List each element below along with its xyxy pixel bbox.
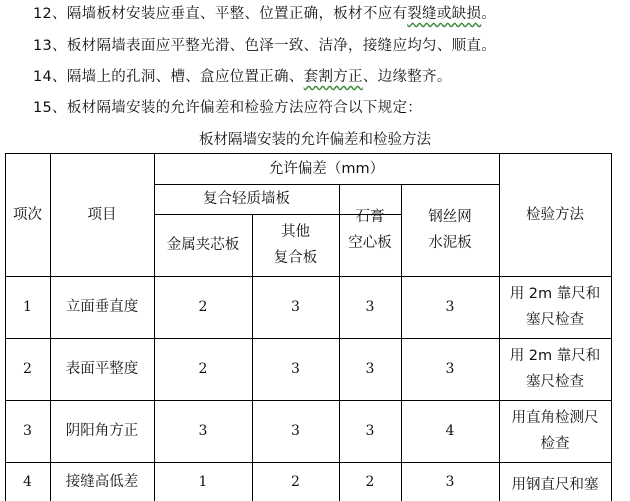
- row-item: 表面平整度: [65, 361, 139, 377]
- method-line: 用 2m 靠尺和: [509, 348, 601, 364]
- row-method: [499, 400, 611, 462]
- row-gypsum-value: 3: [365, 361, 375, 377]
- row-metal-value: 3: [198, 423, 208, 439]
- header-index: 项次: [13, 206, 42, 223]
- spellcheck-flagged-text: 套割方正: [303, 69, 363, 85]
- header-tolerance: 允许偏差（mm）: [268, 160, 385, 177]
- paragraph-text: 12、隔墙板材安装应垂直、平整、位置正确，板材不应有: [33, 6, 408, 22]
- header-composite-wall-board: 复合轻质墙板: [203, 191, 290, 207]
- paragraph-text: 、边缘整齐。: [362, 69, 452, 85]
- row-gypsum-value: 3: [365, 299, 375, 315]
- row-steel-value: 3: [445, 361, 455, 377]
- method-line: 塞尺检查: [526, 374, 584, 390]
- table-caption: 板材隔墙安装的允许偏差和检验方法: [199, 132, 431, 148]
- row-gypsum-value: 3: [365, 423, 375, 439]
- header-line: 水泥板: [428, 235, 472, 251]
- header-item: 项目: [87, 206, 117, 223]
- header-metal-core-board: 金属夹芯板: [166, 237, 240, 253]
- header-other-composite-board: [252, 214, 339, 276]
- row-index: 2: [23, 361, 32, 377]
- header-line: 其他: [281, 224, 310, 240]
- header-line: 复合板: [273, 250, 318, 266]
- row-metal-value: 2: [198, 361, 208, 377]
- paragraph-13: [33, 36, 496, 56]
- header-line: 钢丝网: [428, 209, 472, 225]
- row-item: 立面垂直度: [65, 299, 139, 315]
- paragraph-text: 15、板材隔墙安装的允许偏差和检验方法应符合以下规定：: [33, 100, 423, 116]
- row-steel-value: 3: [445, 473, 455, 490]
- row-method: [499, 276, 611, 338]
- paragraph-12: [33, 4, 496, 24]
- header-inspection-method: 检验方法: [526, 206, 584, 223]
- header-gypsum-hollow-board: [339, 184, 401, 276]
- row-other-value: 2: [291, 473, 300, 490]
- row-other-value: 3: [291, 423, 300, 439]
- row-index: 1: [23, 299, 32, 315]
- method-line: 塞尺检查: [526, 312, 584, 328]
- row-index: 3: [23, 423, 32, 439]
- row-gypsum-value: 2: [365, 473, 375, 490]
- row-item: 阴阳角方正: [65, 423, 139, 439]
- row-metal-value: 2: [198, 299, 208, 315]
- method-line: 用 2m 靠尺和: [509, 286, 601, 302]
- row-other-value: 3: [291, 299, 300, 315]
- row-item: 接缝高低差: [65, 473, 139, 490]
- row-other-value: 3: [291, 361, 300, 377]
- method-line: 用钢直尺和塞: [511, 476, 599, 493]
- row-method: [499, 338, 611, 400]
- row-steel-value: 3: [445, 299, 455, 315]
- header-line: 空心板: [348, 235, 392, 251]
- header-line: 石膏: [355, 209, 385, 225]
- paragraph-text: 13、板材隔墙表面应平整光滑、色泽一致、洁净，接缝应均匀、顺直。: [33, 38, 497, 54]
- method-line: 用直角检测尺: [511, 410, 599, 426]
- paragraph-text: 14、隔墙上的孔洞、槽、盒应位置正确、: [33, 69, 304, 85]
- header-steel-mesh-cement-board: [401, 184, 499, 276]
- paragraph-14: [33, 67, 452, 87]
- spellcheck-flagged-text: 裂缝或缺损: [407, 6, 482, 22]
- row-method: [499, 462, 611, 501]
- row-steel-value: 4: [445, 423, 455, 439]
- row-metal-value: 1: [198, 473, 208, 490]
- method-line: 检查: [540, 436, 570, 452]
- paragraph-15: [33, 98, 422, 118]
- paragraph-text: 。: [481, 6, 497, 22]
- row-index: 4: [23, 473, 32, 490]
